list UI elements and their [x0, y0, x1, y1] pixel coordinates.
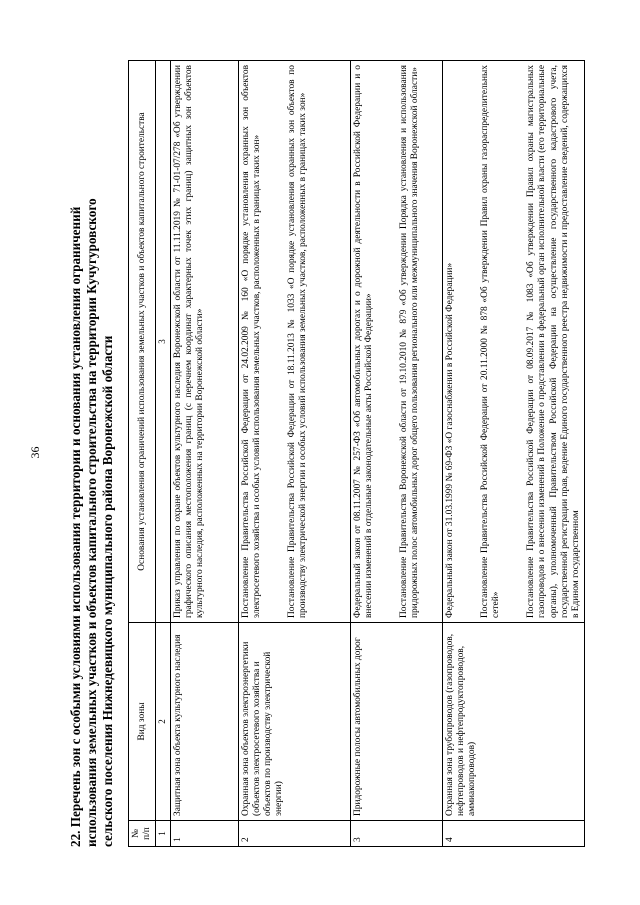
heading-line-2: использования земельных участков и объектов капитального строительства на территории Кучугуровского — [84, 198, 99, 847]
basis-paragraph: Постановление Правительства Российской Федерации от 20.11.2000 № 878 «Об утверждении Правил охраны газораспределительных сетей» — [479, 65, 502, 618]
page-number: 36 — [28, 446, 42, 459]
table-column-numbers-row — [156, 61, 170, 847]
basis-paragraph: Постановление Правительства Воронежской области от 19.10.2010 № 879 «Об утверждении Порядка установления и использования придорожных полос автомобильных дорог общего пользования регионального или межмуниципального значения Воронежской области» — [399, 65, 421, 618]
header-basis: Основания установления ограничений использования земельных участков и объектов капитального строительства — [129, 61, 156, 623]
section-heading — [68, 62, 116, 847]
column-number: 1 — [156, 821, 170, 847]
table-row — [170, 61, 238, 847]
row-zone: Придорожные полосы автомобильных дорог — [350, 623, 442, 821]
column-number: 2 — [156, 623, 170, 821]
column-number: 3 — [156, 61, 170, 623]
header-num: № п/п — [129, 821, 156, 847]
basis-paragraph: Постановление Правительства Российской Федерации от 24.02.2009 № 160 «О порядке установления охранных зон объектов электросетевого хозяйства и особых условий использования земельных участков, расположенных в границах таких зон» — [240, 65, 262, 618]
row-basis — [350, 61, 442, 623]
table-row — [442, 61, 585, 847]
row-num: 4 — [442, 821, 585, 847]
zones-table — [128, 60, 585, 847]
basis-paragraph: Федеральный закон от 31.03.1999 № 69-ФЗ «О газоснабжении в Российской Федерации» — [444, 262, 455, 618]
basis-paragraph: Постановление Правительства Российской Федерации от 08.09.2017 № 1083 «Об утверждении Правил охраны магистральных газопроводов и о внесении изменений в Положение о представлении в федеральный орган исполнительной власти (его территориальные органы), уполномоченный Правительством Российской Федерации на осуществление государственного кадастрового учета, государственной регистрации прав, ведение Единого государственного реестра недвижимости и предоставление сведений, содержащихся в Едином государственном — [526, 65, 582, 618]
basis-paragraph: Постановление Правительства Российской Федерации от 18.11.2013 № 1033 «О порядке установления охранных зон объектов по производству электрической энергии и особых условий использования земельных участков, расположенных в границах таких зон» — [287, 65, 309, 618]
heading-line-1: 22. Перечень зон с особыми условиями использования территории и основания установления ограничений — [68, 206, 83, 847]
table-row — [238, 61, 350, 847]
basis-paragraph: Федеральный закон от 08.11.2007 № 257-ФЗ «Об автомобильных дорогах и о дорожной деятельности в Российской Федерации и о внесении изменений в отдельные законодательные акты Российской Федерации» — [352, 65, 374, 618]
row-num: 1 — [170, 821, 238, 847]
basis-paragraph: Приказ управления по охране объектов культурного наследия Воронежской области от 11.11.2019 № 71-01-07/278 «Об утверждении графического описания местоположения границ (с перечнем координат характерных точек этих границ) защитных зон объектов культурного наследия, расположенных на территории Воронежской области» — [172, 65, 206, 618]
row-basis — [442, 61, 585, 623]
row-zone: Защитная зона объекта культурного наследия — [170, 623, 238, 821]
table-header-row — [129, 61, 156, 847]
row-basis — [238, 61, 350, 623]
header-zone: Вид зоны — [129, 623, 156, 821]
row-num: 3 — [350, 821, 442, 847]
row-zone: Охранная зона объектов электроэнергетики (объектов электросетевого хозяйства и объектов по производству электрической энергии) — [238, 623, 350, 821]
row-basis — [170, 61, 238, 623]
table-row — [350, 61, 442, 847]
row-zone: Охранная зона трубопроводов (газопроводов, нефтепроводов и нефтепродуктопроводов, аммиакопроводов) — [442, 623, 585, 821]
row-num: 2 — [238, 821, 350, 847]
heading-line-3: сельского поселения Нижнедевицкого муниципального района Воронежской области — [100, 335, 115, 847]
